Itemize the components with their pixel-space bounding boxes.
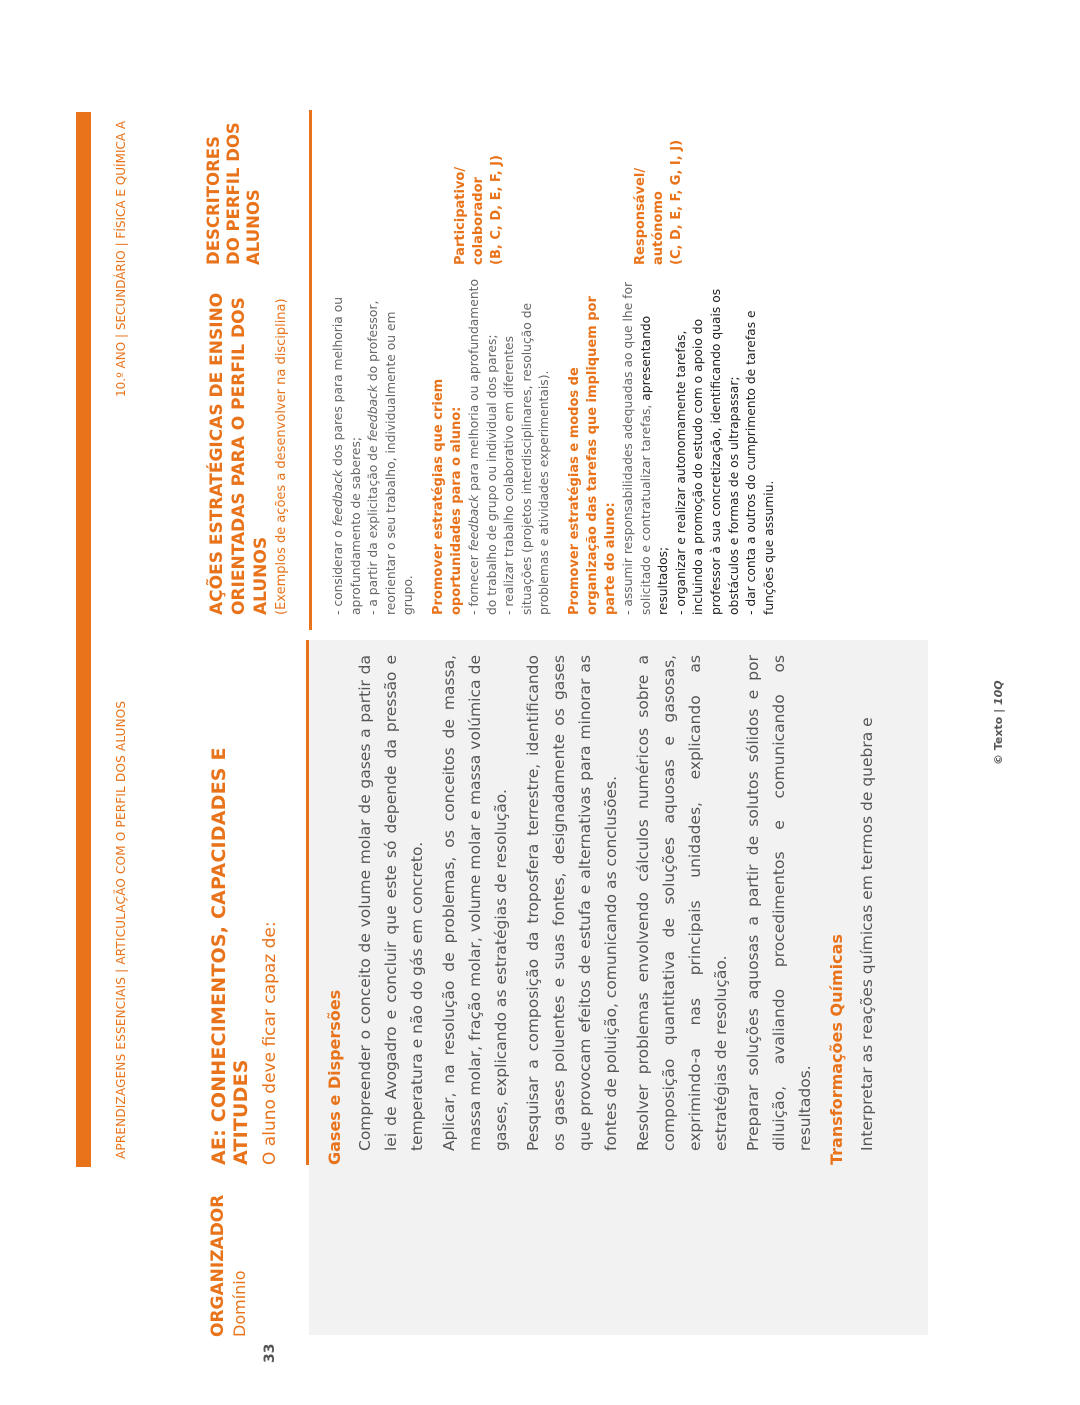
acoes-line: [466, 275, 501, 615]
acoes-line: [330, 275, 365, 615]
acoes-content: [330, 275, 790, 615]
text-run-italic: feedback: [466, 494, 481, 552]
descritores-header: [204, 105, 264, 265]
organizador-subtitle: Domínio: [230, 1270, 249, 1337]
ae-title: AE: CONHECIMENTOS, CAPACIDADES E ATITUDES: [208, 747, 252, 1165]
ae-item: Interpretar as reações químicas em termos de quebra e: [858, 717, 876, 1151]
text-run: do professor, reorientar o seu trabalho, individualmente ou em grupo.: [366, 300, 416, 615]
ae-item: Aplicar, na resolução de problemas, os conceitos de massa, massa molar, fração molar, volume molar e massa volúmica de gases, explicando as estratégias de resolução.: [440, 655, 510, 1151]
descritor-line: (C, D, E, F, G, I, J): [669, 139, 684, 265]
acoes-divider: [309, 110, 312, 630]
acoes-block-feedback: [330, 275, 418, 615]
ae-item: Preparar soluções aquosas a partir de solutos sólidos e por diluição, avaliando procedimentos e comunicando os resultados.: [744, 655, 814, 1151]
acoes-header: [206, 285, 289, 615]
acoes-line: [620, 275, 673, 615]
descritor-line: autónomo: [651, 191, 666, 265]
descritor-line: colaborador: [471, 177, 486, 265]
ae-item: Compreender o conceito de volume molar de gases a partir da lei de Avogadro e concluir que este só depende da pressão e temperatura e não do gás em concreto.: [356, 655, 426, 1151]
ae-subtitle: O aluno deve ficar capaz de:: [260, 921, 280, 1165]
acoes-block-title: Promover estratégias e modos de organização das tarefas que impliquem por parte do aluno:: [566, 296, 618, 615]
acoes-subtitle: (Exemplos de ações a desenvolver na disciplina): [274, 298, 289, 615]
acoes-block-colaborativo: [430, 275, 554, 615]
page-number: 33: [262, 1343, 278, 1363]
header-accent-bar: [76, 112, 91, 1167]
footer-prefix: © Texto |: [992, 705, 1005, 765]
descritor-participativo: [452, 95, 506, 265]
text-run: para melhoria ou aprofundamento do trabalho de grupo ou individual dos pares;: [466, 279, 499, 615]
ae-content: [322, 655, 886, 1165]
ae-header: [208, 645, 280, 1165]
text-run-dark: apresentando resultados;: [638, 315, 671, 615]
ae-item: Resolver problemas envolvendo cálculos numéricos sobre a composição quantitativa de soluções aquosas e gasosas, exprimindo-a nas principais unidades, explicando as estratégias de resolução.: [634, 655, 730, 1151]
text-run-italic: feedback: [331, 469, 345, 527]
ae-item: Pesquisar a composição da troposfera terrestre, identificando os gases poluentes e suas fontes, designadamente os gases que provocam efeitos de estufa e alternativas para minorar as fontes de poluição, comunicando as conclusões.: [524, 655, 620, 1151]
section-title-transformacoes: Transformações Químicas: [827, 934, 846, 1165]
header-left-text: APRENDIZAGENS ESSENCIAIS | ARTICULAÇÃO COM O PERFIL DOS ALUNOS: [114, 700, 128, 1159]
organizador-title: ORGANIZADOR: [208, 1194, 228, 1337]
text-run: - fornecer: [466, 551, 481, 615]
descritor-line: (B, C, D, E, F, J): [489, 155, 504, 265]
text-run-italic: feedback: [366, 385, 381, 442]
organizador-column: [208, 1187, 249, 1337]
acoes-line: - dar conta a outros do cumprimento de tarefas e funções que assumiu.: [744, 310, 776, 615]
descritor-line: Participativo/: [453, 166, 468, 265]
acoes-line: - organizar e realizar autonomamente tarefas, incluindo a promoção do estudo com o apoio do professor à sua concretização, identificando quais os obstáculos e formas de os ultrapassar;: [673, 288, 741, 615]
header-right-text: 10.º ANO | SECUNDÁRIO | FÍSICA E QUÍMICA A: [114, 120, 128, 397]
acoes-block-title: Promover estratégias que criem oportunidades para o aluno:: [430, 378, 464, 615]
acoes-line: - realizar trabalho colaborativo em diferentes situações (projetos interdisciplinares, resolução de problemas e atividades experimentais).: [502, 302, 552, 615]
acoes-title: AÇÕES ESTRATÉGICAS DE ENSINO ORIENTADAS PARA O PERFIL DOS ALUNOS: [207, 292, 271, 615]
text-run: dos pares para melhoria ou aprofundamento de saberes;: [331, 296, 363, 615]
footer-suffix: 10Q: [992, 680, 1005, 706]
acoes-line: [365, 275, 418, 615]
descritores-title: DESCRITORES DO PERFIL DOS ALUNOS: [204, 122, 263, 265]
text-run: - assumir responsabilidades adequadas ao que lhe for solicitado e contratualizar tarefas,: [620, 281, 653, 615]
footer-copyright: [992, 680, 1005, 765]
descritor-responsavel: [632, 95, 686, 265]
descritor-line: Responsável/: [633, 167, 648, 265]
text-run: - a partir da explicitação de: [366, 441, 381, 615]
text-run: - considerar o: [331, 526, 345, 615]
acoes-block-autonomo: [566, 275, 778, 615]
section-title-gases: Gases e Dispersões: [325, 989, 344, 1165]
